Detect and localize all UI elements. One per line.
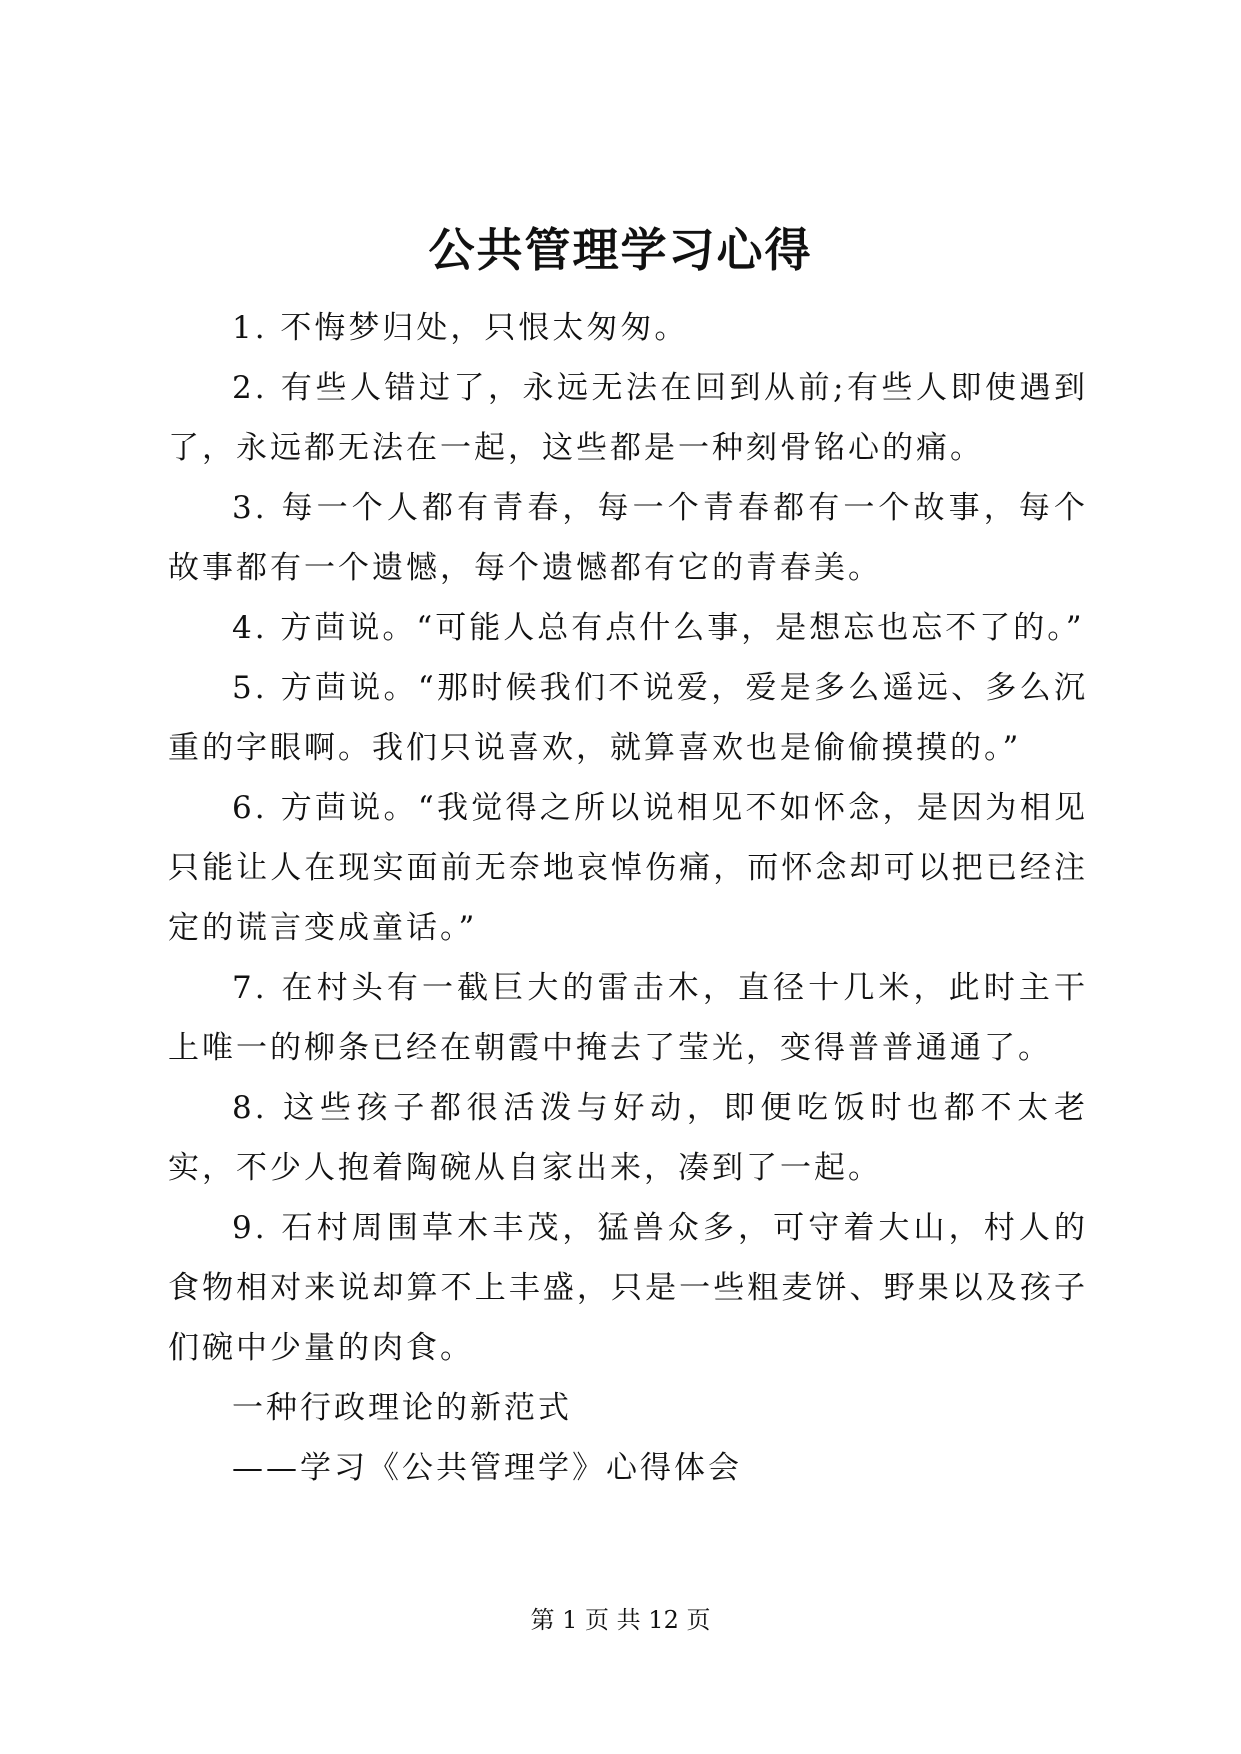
document-title: 公共管理学习心得 — [428, 223, 813, 277]
paragraph-6: 6. 方茴说。“我觉得之所以说相见不如怀念，是因为相见只能让人在现实面前无奈地哀悼伤痛，而怀念却可以把已经注定的谎言变成童话。” — [168, 790, 1088, 946]
page-footer: 第 1 页 共 12 页 — [530, 1606, 711, 1634]
section-heading: 一种行政理论的新范式 — [232, 1390, 572, 1426]
paragraph-7: 7. 在村头有一截巨大的雷击木，直径十几米，此时主干上唯一的柳条已经在朝霞中掩去了莹光，变得普普通通了。 — [168, 970, 1088, 1066]
paragraph-9: 9. 石村周围草木丰茂，猛兽众多，可守着大山，村人的食物相对来说却算不上丰盛，只是一些粗麦饼、野果以及孩子们碗中少量的肉食。 — [168, 1210, 1088, 1366]
paragraph-5: 5. 方茴说。“那时候我们不说爱，爱是多么遥远、多么沉重的字眼啊。我们只说喜欢，就算喜欢也是偷偷摸摸的。” — [168, 670, 1088, 766]
document-body — [168, 298, 1088, 1498]
paragraph-3: 3. 每一个人都有青春，每一个青春都有一个故事，每个故事都有一个遗憾，每个遗憾都有它的青春美。 — [168, 490, 1088, 586]
paragraph-1: 1. 不悔梦归处，只恨太匆匆。 — [232, 310, 689, 346]
section-subheading: ——学习《公共管理学》心得体会 — [232, 1450, 742, 1486]
paragraph-8: 8. 这些孩子都很活泼与好动，即便吃饭时也都不太老实，不少人抱着陶碗从自家出来，凑到了一起。 — [168, 1090, 1088, 1186]
paragraph-2: 2. 有些人错过了，永远无法在回到从前;有些人即使遇到了，永远都无法在一起，这些都是一种刻骨铭心的痛。 — [168, 370, 1088, 466]
paragraph-4: 4. 方茴说。“可能人总有点什么事，是想忘也忘不了的。” — [232, 610, 1085, 646]
